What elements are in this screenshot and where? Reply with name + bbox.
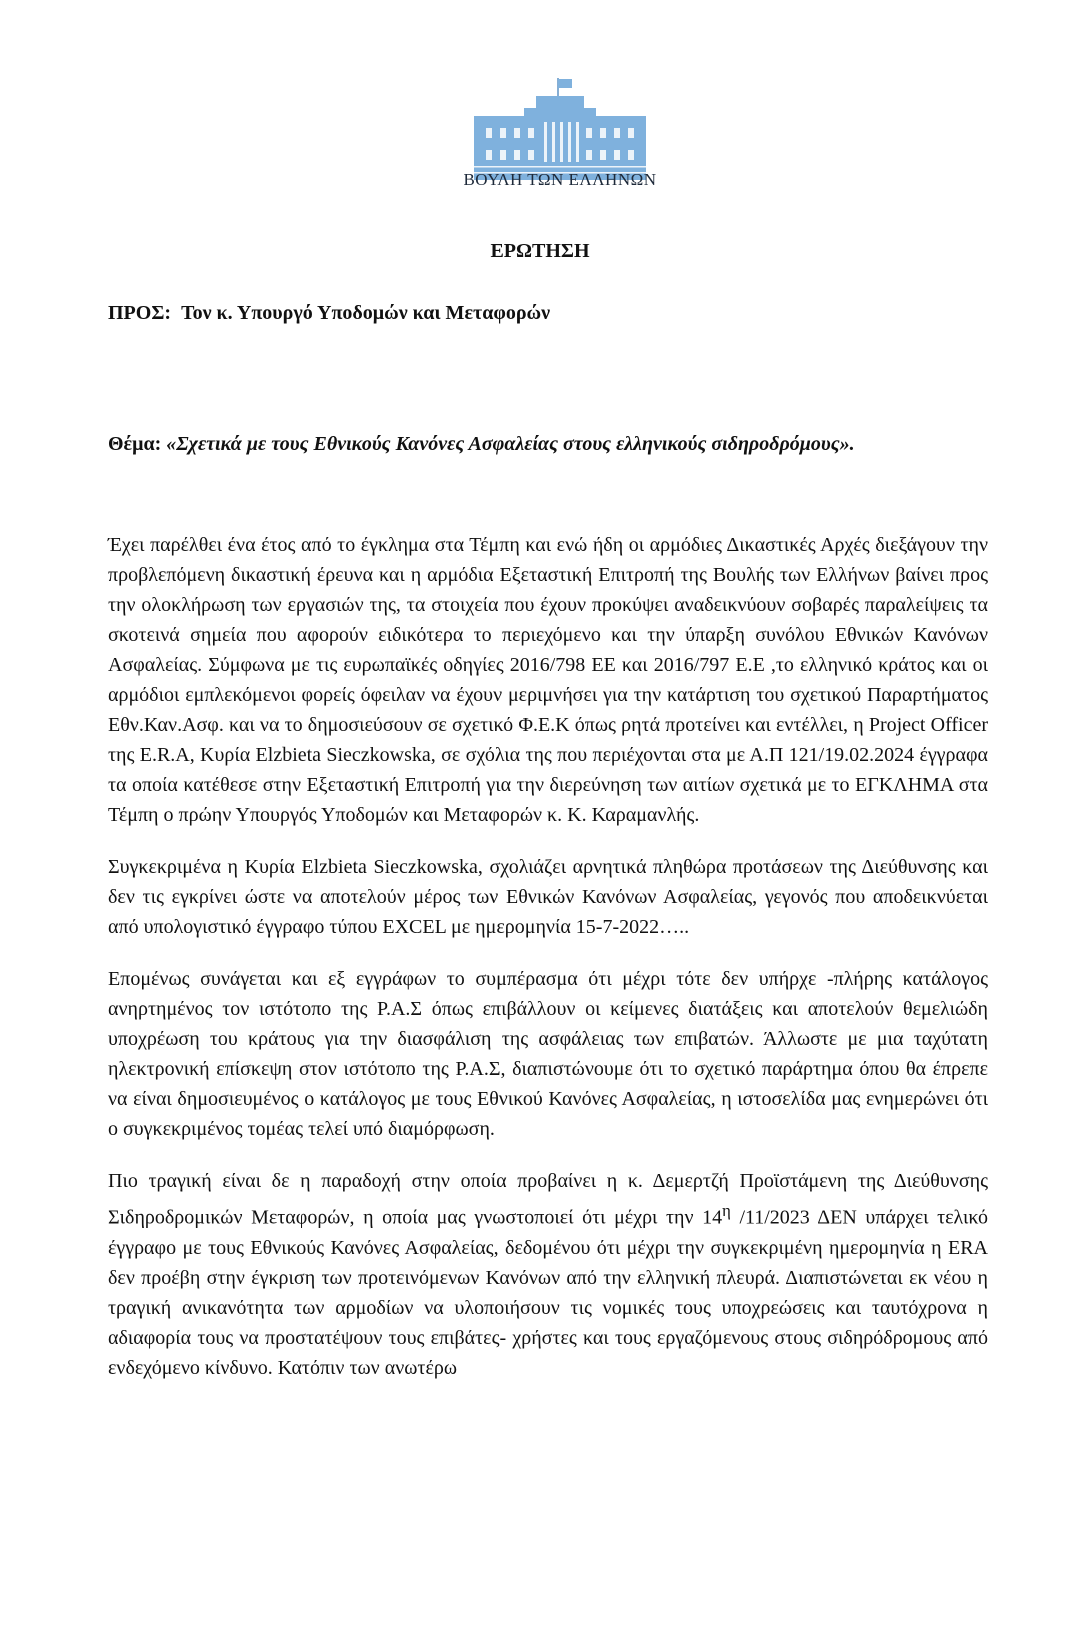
body-paragraph-4: [108, 1166, 988, 1383]
document-body: [108, 530, 988, 1383]
document-title: ΕΡΩΤΗΣΗ: [490, 240, 590, 262]
subject-value: «Σχετικά με τους Εθνικούς Κανόνες Ασφαλείας στους ελληνικούς σιδηροδρόμους».: [166, 433, 855, 455]
body-paragraph-4-part-b: /11/2023 ΔΕΝ υπάρχει τελικό έγγραφο με τους Εθνικούς Κανόνες Ασφαλείας, δεδομένου ότι μέχρι την συγκεκριμένη ημερομηνία η ERA δεν προέβη στην έγκριση των προτεινόμενων Κανόνων από την ελληνική πλευρά. Διαπιστώνεται εκ νέου η τραγική ανικανότητα των αρμοδίων να υλοποιήσουν τις νομικές τους υποχρεώσεις και ταυτόχρονα η αδιαφορία τους να προστατέψουν τους επιβάτες- χρήστες και τους εργαζόμενους στους σιδηρόδρομους από ενδεχόμενο κίνδυνο. Κατόπιν των ανωτέρω: [108, 1206, 988, 1379]
recipient-value: Τον κ. Υπουργό Υποδομών και Μεταφορών: [181, 302, 551, 324]
recipient-line: [108, 302, 550, 325]
institution-name: ΒΟΥΛΗ ΤΩΝ ΕΛΛΗΝΩΝ: [463, 170, 657, 189]
ordinal-superscript: η: [722, 1201, 731, 1220]
subject-line: [108, 422, 988, 466]
body-paragraph-3: Επομένως συνάγεται και εξ εγγράφων το συμπέρασμα ότι μέχρι τότε δεν υπήρχε -πλήρης κατάλογος ανηρτημένος τον ιστότοπο της Ρ.Α.Σ όπως επιβάλλουν οι κείμενες διατάξεις και αποτελούν θεμελιώδη υποχρέωση του κράτους για την διασφάλιση της ασφάλειας των επιβατών. Άλλωστε με μια ταχύτατη ηλεκτρονική επίσκεψη στον ιστότοπο της Ρ.Α.Σ, διαπιστώνουμε ότι το σχετικό παράρτημα όπου θα έπρεπε να είναι δημοσιευμένος ο κατάλογος με τους Εθνικού Κανόνες Ασφαλείας, η ιστοσελίδα μας ενημερώνει ότι ο συγκεκριμένος τομέας τελεί υπό διαμόρφωση.: [108, 968, 988, 1140]
recipient-label: ΠΡΟΣ:: [108, 302, 172, 324]
hellenic-parliament-building-icon: [474, 76, 646, 180]
body-paragraph-1: Έχει παρέλθει ένα έτος από το έγκλημα στα Τέμπη και ενώ ήδη οι αρμόδιες Δικαστικές Αρχές διεξάγουν την προβλεπόμενη δικαστική έρευνα και η αρμόδια Εξεταστική Επιτροπή της Βουλής των Ελλήνων βαίνει προς την ολοκλήρωση των εργασιών της, τα στοιχεία που έχουν προκύψει αναδεικνύουν σοβαρές παραλείψεις τα σκοτεινά σημεία που αφορούν ειδικότερα το περιεχόμενο και την ύπαρξη συνόλου Εθνικών Κανόνων Ασφαλείας. Σύμφωνα με τις ευρωπαϊκές οδηγίες 2016/798 ΕΕ και 2016/797 Ε.Ε ,το ελληνικό κράτος και οι αρμόδιοι εμπλεκόμενοι φορείς όφειλαν να έχουν μεριμνήσει για την κατάρτιση του σχετικού Παραρτήματος Εθν.Καν.Ασφ. και να το δημοσιεύσουν σε σχετικό Φ.Ε.Κ όπως ρητά προτείνει και εντέλλει, η Project Officer της E.R.A, Κυρία Elzbieta Sieczkowska, σε σχόλια της που περιέχονται στα με Α.Π 121/19.02.2024 έγγραφα τα οποία κατέθεσε στην Εξεταστική Επιτροπή για την διερεύνηση των αιτίων σχετικά με το ΕΓΚΛΗΜΑ στα Τέμπη ο πρώην Υπουργός Υποδομών και Μεταφορών κ. Κ. Καραμανλής.: [108, 534, 988, 826]
subject-label: Θέμα:: [108, 433, 162, 455]
body-paragraph-2: Συγκεκριμένα η Κυρία Elzbieta Sieczkowska, σχολιάζει αρνητικά πληθώρα προτάσεων της Διεύθυνσης και δεν τις εγκρίνει ώστε να αποτελούν μέρος των Εθνικών Κανόνων Ασφαλείας, γεγονός που αποδεικνύεται από υπολογιστικό έγγραφο τύπου EXCEL με ημερομηνία 15-7-2022…..: [108, 856, 988, 938]
body-paragraph-4-part-a: Πιο τραγική είναι δε η παραδοχή στην οποία προβαίνει η κ. Δεμερτζή Προϊστάμενη της Διεύθυνσης Σιδηροδρομικών Μεταφορών, η οποία μας γνωστοποιεί ότι μέχρι την 14: [108, 1170, 988, 1229]
